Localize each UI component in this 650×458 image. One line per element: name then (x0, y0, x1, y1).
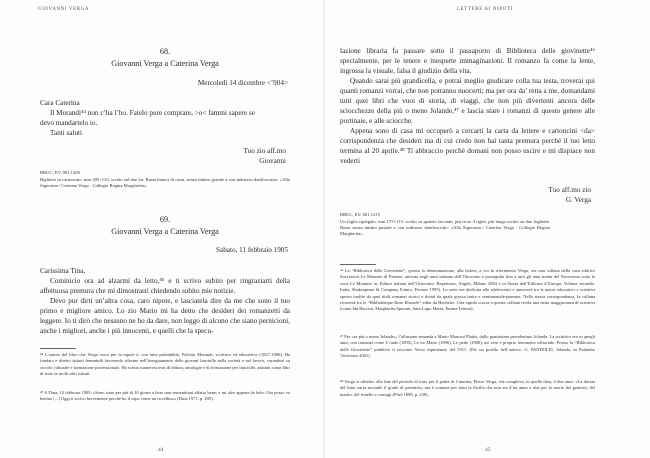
letter-69-continuation: lazione libraria fa passare sotto il passaporto di Biblioteca delle giovinette⁴⁶ specialmente, per le tenere e inesperte immaginazioni. Il romanzo fa come la lente, ingrossa la visuale, falsa il giudizio della vita. (340, 47, 595, 75)
letter-68-closing: Tuo zio aff.mo (243, 147, 286, 155)
letter-68-signature: Giovanni (259, 157, 286, 165)
footnote-rule-left (40, 348, 76, 349)
letter-68-body-line3: Tanti saluti (50, 129, 83, 137)
letter-68-source-desc: Biglietto in cartoncino, mm 205×133, scritto sul due fai. Busta bianca di carta, senza timbro grande a con indirizzo dattiloscritto: «Alla Signorina / Caterina Verga · Collegio Regina Margherita». (40, 177, 290, 189)
right-page (325, 0, 650, 458)
letter-69-paragraph-3: Quando sarai più grandicella, e potrai meglio giudicare colla tua testa, troverai qui quanti romanzi vorrai, che non potranno nuocerti; ma per ora da’ retta a me, domandami tutti quei libri che vuoi di storia, di viaggi, che non più divertenti ancora delle sciocchezze della più o meno Jolande,⁴⁷ e lascia stare i romanzi di questo genere alle portinaie, e alle sciocche. (340, 77, 595, 125)
running-head-left: GIOVANNI VERGA (38, 7, 90, 12)
page-number-left: 44 (158, 447, 164, 453)
footnote-46: ⁴⁶ La “Biblioteca delle Giovinette”, questa la denominazione, alla lettera, a cui fa riferimento Verga, era una collana della casa editrice Successori Le Monnier di Firenze, attivata negli anni settanta dell’Ottocento e proseguita fino a tutti gli anni trenta del Novecento sotto la voce Le Monnier ia, Editori italiani dell’Ottocento. Repertorio, Angeli, Milano 2004 e in Storia dell’Editoria d’Europa. Volume secondo. Italia, Shakespeare & Company Futura, Firenze 1995). La serie era dedicata alle adolescenti e annoverà tra le autori educatrici e scrittrici spesso tradite da quei titoli romanzi storici e dotati da quale grossa tratta e sentimentale-paesane. Nella stessa corrispondenza, la collana ricorrerà fra le “Bibliothèque Rose Illustrée” edita da Hachette. Una rapida scorsa a questa collana rivela una netta maggioranza di scrittrici (come Ida Baccini, Margherita Sporoni, Sara Lupo Marta, Emma Tettoni). (340, 268, 595, 312)
letter-68-number: 68. (159, 47, 171, 56)
letter-69-date: Sabato, 11 febbraio 1905 (216, 246, 288, 254)
footnote-45: ⁴⁵ A Dina, 12 febbraio 1905: «Sono stato per più di 10 giorni a letto non sentendomi affatto bene; e mi alzo appena da letto. Ora posso va benino [...] Oggi ti scrivo brevemente perché ho il capo come un uccellino» (Dina 1971, p. 295). (40, 390, 290, 402)
letter-68-salutation: Cara Caterina (40, 99, 80, 107)
footnote-rule-right (340, 264, 376, 265)
running-head-right: LETTERE AI NIPOTI (457, 7, 513, 12)
footnote-48: ⁴⁸ Verga si affretta: alla fine del periodo di lutto per il padre di Caterina, Pietro Verga, che compleva, in quella data, il due anni: «La durata del lutto varia secondo il grado di parentela; ma è comune per tutta la Sicilia che non sia d’un anno a due per la morte dei genitori, del marito, del fratello e coniugi (Pitrè 1889, p. 238). (340, 379, 595, 397)
letter-69-source-desc: Un foglio ripiegato, mm 175×113, scritto su quattro facciate; più recto 3 righe, più lungo scritto su due fogliette. Busta senza timbro postale e con indirizzo dattiloscritto: «Alla Signorina / Caterina Verga · Collegio Regina Margherita». (340, 219, 550, 237)
letter-69-paragraph-1: Cominicio ora ad alzarmi da letto,⁴⁵ e ti scrivo subito per ringraziarti della affettuosa premura che mi dimostrasti chiedendo subito mie notizie. (40, 277, 290, 295)
letter-68-title: Giovanni Verga a Caterina Verga (111, 59, 219, 68)
letter-69-source-ref: BRUC, EV. 001.1215 (340, 212, 380, 217)
letter-69-closing: Tuo aff.mo zio (548, 186, 591, 194)
letter-69-signature: G. Verga (565, 196, 591, 204)
footnote-44: ⁴⁴ L’autore del libro che Verga cerca per la nipote è, con tutta probabilità, Felicita Morandi, scrittrice ed educatrice (1827-1906). Ha fondato e diretto istituti femminili favorendo riforme nell’insegnamento delle giovani fanciulle nella società e nel lavoro, curandosi su circolo culturale e formazione professionale. Ha scritto numerosi testi di lettura, antologie e di formazione per fanciulle, adattati come libri di testo in molti altri istituti. (40, 352, 290, 377)
letter-69-salutation: Carissima Tina, (40, 267, 86, 275)
footnote-47: ⁴⁷ Per «se più o meno Jolande», l’allusione rimanda a Mario Mancini Plattis, dallo gianissimo pseudonimo Jolanda. La scrittrice era in quegli anni, con romanzi come L’onde (1895), Le tre Marie (1896), Le perle (1900), un vero e proprio fenomeno editoriale. Presso la “Biblioteca delle Giovinette” pubblicò il racconto Verso esperienza; del 1911. (Per un profilo dell’autrice, G. PANDOLFI, Jolanda, in Palumbo Vittorioso 2001). (340, 334, 595, 359)
letter-68-source-ref: BRUC, EV. 001.1206 (40, 170, 80, 175)
letter-68-date: Mercoledì 14 dicembre <’904> (197, 79, 288, 87)
letter-69-paragraph-2: Devo pur dirti un’altra cosa, caro nipote, e lasciatela dire da me che sono il tuo primo e migliore amico. Lo zio Mario mi ha detto che desideri dei romanzetti da leggere. Io ti dirò che nessuno ne ho da dare, non leggo di alcuno che siano pernicioni, anche i migliori, anche i più innocenti, e quelli che la specu- (40, 297, 290, 335)
letter-68-body-line1: Il Morandi⁴⁴ non c’ha l’ho. Fatelo pure comprare, >o< fammi sapere se (50, 109, 255, 117)
letter-68-body-line2: devo mandartelo io. (40, 119, 98, 127)
letter-69-paragraph-4: Appena sono di casa mi occuperò a cercarti la carta da lettere e cartoncini <da> corrispondenza che desideri ma di cui credo non hai tanta premura perché il tuo letto termina al 20 aprile.⁴⁸ Ti abbraccio perché domani non posso uscire e mi dispiace non vederti (340, 127, 595, 165)
page-number-right: 45 (485, 447, 491, 453)
letter-69-title: Giovanni Verga a Caterina Verga (111, 227, 219, 236)
letter-69-number: 69. (159, 215, 171, 224)
